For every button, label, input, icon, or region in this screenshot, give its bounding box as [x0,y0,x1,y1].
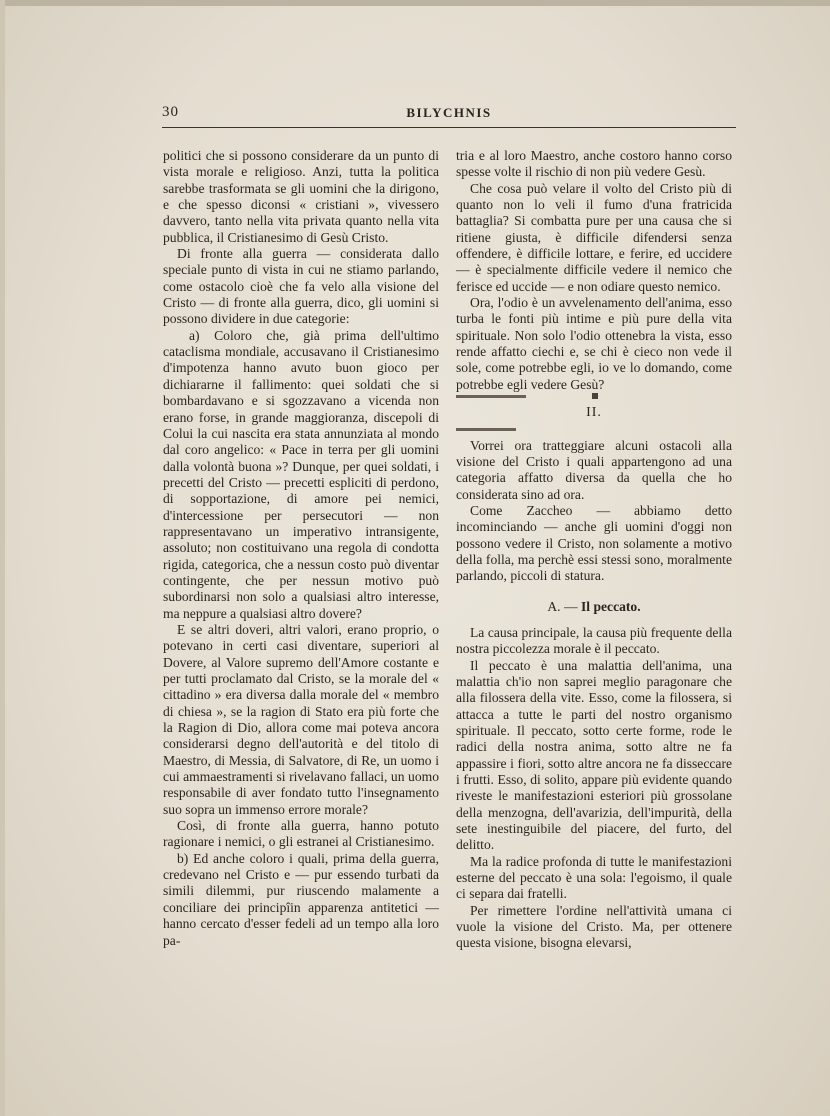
paragraph: E se altri doveri, altri valori, erano proprio, o potevano in certi casi diventare, superiori al Dovere, al Valore supremo dell'Amore costante e per tutti proclamato dal Cristo, se la morale del « cittadino » era diversa dalla morale del « membro di chiesa », se la ragion di Stato era più forte che la Ragion di Dio, allora come mai poteva ancora considerarsi degno dell'autorità e del titolo di Maestro, di Messia, di Salvatore, di Re, un uomo i cui ammaestramenti si rivelavano fallaci, un uomo responsabile di aver fondato tutto l'insegnamento suo sopra un immenso errore morale? [163,621,439,817]
running-header [162,104,736,126]
subsection-title: Il peccato. [580,598,641,614]
paragraph: Così, di fronte alla guerra, hanno potuto ragionare i nemici, o gli estranei al Cristianesimo. [163,818,439,850]
paragraph: tria e al loro Maestro, anche costoro hanno corso spesse volte il rischio di non più vedere Gesù. [456,148,732,180]
paragraph: politici che si possono considerare da un punto di vista morale e religioso. Anzi, tutta la politica sarebbe trasformata se gli uomini che la dirigono, e che spesso diconsi « cristiani », vivessero davvero, tanto nella vita privata quanto nella vita pubblica, il Cristianesimo di Gesù Cristo. [163,148,439,245]
paragraph: Il peccato è una malattia dell'anima, una malattia ch'io non saprei meglio paragonare che alla filossera della vite. Esso, come la filossera, si attacca a tutte le parti del nostro organismo spirituale. Il peccato, sotto certe forme, rode le radici della nostra anima, sotto altre ne fa appassire i fiori, sotto altre ancora ne fa disseccare i frutti. Esso, di solito, appare più evidente quando riveste le manifestazioni esteriori più grossolane della menzogna, dell'avarizia, dell'impurità, della sete inestinguibile del piacere, del furto, del delitto. [456,657,732,853]
paragraph: Che cosa può velare il volto del Cristo più di quanto non lo veli il fumo d'una fratricida battaglia? Si combatta pure per una causa che si ritiene giusta, è difficile difendersi senza offendere, è difficile lottare, e ferire, ed uccidere — è specialmente difficile vedere il nemico che ferisce ed uccide — e non odiare questo nemico. [456,180,732,294]
paragraph: Ora, l'odio è un avvelenamento dell'anima, esso turba le fonti più intime e più pure della vita spirituale. Non solo l'odio ottenebra la vista, esso rende affatto ciechi e, se chi è cieco non vede il sole, come potrebbe egli, io ve lo domando, come potrebbe egli vedere Gesù? [456,295,732,392]
paragraph: Come Zaccheo — abbiamo detto incominciando — anche gli uomini d'oggi non possono vedere il Cristo, non solamente a motivo della folla, ma perchè essi stessi sono, moralmente parlando, piccoli di statura. [456,502,732,584]
paragraph: b) Ed anche coloro i quali, prima della guerra, credevano nel Cristo e — pur essendo turbati da simili dilemmi, pur riuscendo malamente a conciliare dei principîin apparenza antitetici — hanno cercato d'esser fedeli ad un tempo alla loro pa- [163,850,439,948]
paragraph: Ma la radice profonda di tutte le manifestazioni esterne del peccato è una sola: l'egoismo, il quale ci separa dai fratelli. [456,853,732,902]
ornament-divider [456,395,732,399]
left-column [163,148,439,949]
page-number: 30 [162,104,179,120]
header-rule [162,127,736,128]
paragraph: a) Coloro che, già prima dell'ultimo cataclisma mondiale, accusavano il Cristianesimo d'impotenza hanno avuto buon gioco per dichiararne il fallimento: quei soldati che si bombardavano e si sgozzavano a vicenda non erano forse, in grande maggioranza, discepoli di Colui la cui nascita era stata annunziata al mondo dal coro angelico: « Pace in terra per gli uomini dalla volontà buona »? Dunque, per quei soldati, i precetti del Cristo — precetti espliciti di perdono, di sopportazione, di amore pei nemici, d'intercessione per persecutori — non rappresentavano un imperativo intransigente, assoluto; non costituivano una regola di condotta rigida, categorica, che a nessun costo può diventar contingente, che per nessun motivo può subordinarsi non solo a qualsiasi altro interesse, ma neppure a qualsiasi altro dovere? [163,327,439,621]
right-column [456,148,732,952]
paragraph: Per rimettere l'ordine nell'attività umana ci vuole la visione del Cristo. Ma, per ottenere questa visione, bisogna elevarsi, [456,902,732,951]
page-top-edge [0,0,830,6]
running-title: BILYCHNIS [406,105,492,120]
page-left-edge [0,0,5,1116]
subsection-prefix: A. — [547,598,578,614]
paragraph: Di fronte alla guerra — considerata dallo speciale punto di vista in cui ne stiamo parlando, come ostacolo cioè che fa velo alla visione del Cristo — di fronte alla guerra, dico, gli uomini si possono dividere in due categorie: [163,246,439,327]
subsection-heading [456,599,732,615]
paragraph: La causa principale, la causa più frequente della nostra piccolezza morale è il peccato. [456,624,732,657]
paragraph: Vorrei ora tratteggiare alcuni ostacoli alla visione del Cristo i quali appartengono ad una categoria affatto diversa da quella che ho considerata sino ad ora. [456,437,732,502]
ornament-divider [456,428,732,432]
section-heading: II. [586,405,602,421]
